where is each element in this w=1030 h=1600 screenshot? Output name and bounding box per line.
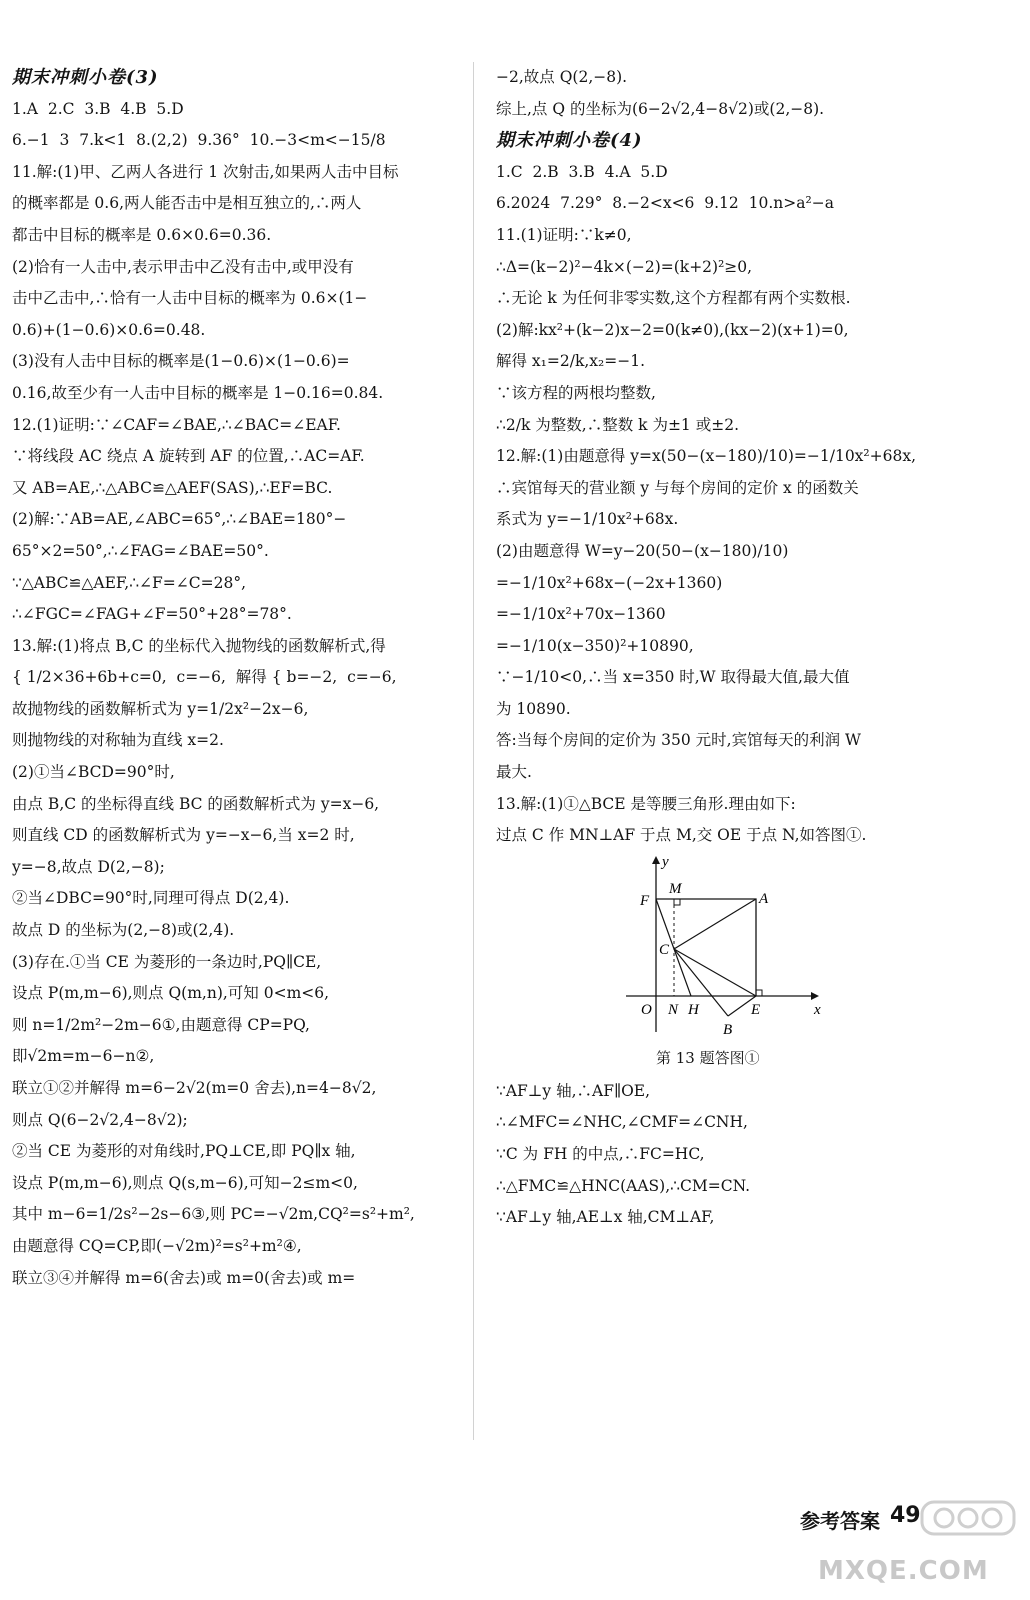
text-line: 综上,点 Q 的坐标为(6−2√2,4−8√2)或(2,−8). [496,99,825,118]
text-line: ∴∠MFC=∠NHC,∠CMF=∠CNH, [496,1113,748,1132]
text-line: ∵将线段 AC 绕点 A 旋转到 AF 的位置,∴AC=AF. [12,447,365,466]
x-axis-arrow [811,992,819,1000]
right-angle-m [674,899,680,905]
text-line: ∵△ABC≌△AEF,∴∠F=∠C=28°, [12,573,247,592]
text-line: 其中 m−6=1/2s²−2s−6③,则 PC=−√2m,CQ²=s²+m², [12,1205,415,1224]
text-line: 13.解:(1)将点 B,C 的坐标代入抛物线的函数解析式,得 [12,636,386,655]
text-line: ∴∠FGC=∠FAG+∠F=50°+28°=78°. [12,605,292,624]
text-line: =−1/10x²+68x−(−2x+1360) [496,573,723,592]
text-line: 则 n=1/2m²−2m−6①,由题意得 CP=PQ, [12,1015,310,1034]
label-m: M [669,880,682,897]
text-line: 由题意得 CQ=CP,即(−√2m)²=s²+m²④, [12,1236,302,1255]
text-line: 12.(1)证明:∵∠CAF=∠BAE,∴∠BAC=∠EAF. [12,415,341,434]
segment-ce [674,949,756,996]
text-line: (3)存在.①当 CE 为菱形的一条边时,PQ∥CE, [12,952,322,971]
section-heading-4: 期末冲刺小卷(4) [496,130,643,152]
y-axis-arrow [652,856,660,864]
text-line: 过点 C 作 MN⊥AF 于点 M,交 OE 于点 N,如答图①. [496,826,867,845]
right-column [496,62,946,1234]
text-line: ∴2/k 为整数,∴整数 k 为±1 或±2. [496,415,739,434]
text-line: 11.解:(1)甲、乙两人各进行 1 次射击,如果两人击中目标 [12,162,399,181]
text-line: ∴Δ=(k−2)²−4k×(−2)=(k+2)²≥0, [496,257,753,276]
page-number: 49 [890,1503,921,1528]
text-line: 则点 Q(6−2√2,4−8√2); [12,1110,188,1129]
text-line: =−1/10x²+70x−1360 [496,605,666,624]
text-line: 1.C 2.B 3.B 4.A 5.D [496,162,668,181]
text-line: (3)没有人击中目标的概率是(1−0.6)×(1−0.6)= [12,352,350,371]
label-e: E [751,1001,761,1018]
footer-label: 参考答案 [800,1509,880,1533]
column-divider [473,62,474,1440]
text-line: 最大. [496,763,532,782]
text-line: 则直线 CD 的函数解析式为 y=−x−6,当 x=2 时, [12,826,355,845]
segment-ca [674,899,756,949]
text-line: ∵AF⊥y 轴,∴AF∥OE, [496,1081,651,1100]
figure-caption: 第 13 题答图① [656,1048,760,1067]
label-n: N [668,1001,679,1018]
text-line: ∵−1/10<0,∴当 x=350 时,W 取得最大值,最大值 [496,668,850,687]
text-line: 则抛物线的对称轴为直线 x=2. [12,731,224,750]
text-line: 6.−1 3 7.k<1 8.(2,2) 9.36° 10.−3<m<−15/8 [12,131,386,150]
section-heading-3: 期末冲刺小卷(3) [12,67,159,88]
text-line: =−1/10(x−350)²+10890, [496,636,694,655]
text-line: 的概率都是 0.6,两人能否击中是相互独立的,∴两人 [12,194,362,213]
right-angle-e [756,990,762,996]
label-x: x [814,1001,821,1018]
text-line: ∴无论 k 为任何非零实数,这个方程都有两个实数根. [496,289,851,308]
text-line: y=−8,故点 D(2,−8); [12,857,165,876]
text-line: 都击中目标的概率是 0.6×0.6=0.36. [12,225,272,244]
label-h: H [688,1001,699,1018]
text-line: 故点 D 的坐标为(2,−8)或(2,4). [12,921,235,940]
text-line: ∵AF⊥y 轴,AE⊥x 轴,CM⊥AF, [496,1208,715,1227]
text-line: 解得 x₁=2/k,x₂=−1. [496,352,645,371]
text-line: (2)解:∵AB=AE,∠ABC=65°,∴∠BAE=180°− [12,510,347,529]
watermark-logo-icon [920,1498,1016,1538]
left-column [12,62,458,1294]
label-y: y [662,853,669,870]
figure-svg [616,854,826,1044]
text-line: 故抛物线的函数解析式为 y=1/2x²−2x−6, [12,699,309,718]
text-line: ∵该方程的两根均整数, [496,383,656,402]
text-line: −2,故点 Q(2,−8). [496,68,628,86]
label-c: C [659,941,670,958]
equation-system: { 1/2×36+6b+c=0, c=−6, 解得 { b=−2, c=−6, [12,668,397,687]
text-line: 设点 P(m,m−6),则点 Q(s,m−6),可知−2≤m<0, [12,1173,358,1192]
label-o: O [641,1001,652,1018]
text-line: 联立①②并解得 m=6−2√2(m=0 舍去),n=4−8√2, [12,1079,377,1097]
text-line: 又 AB=AE,∴△ABC≌△AEF(SAS),∴EF=BC. [12,478,333,497]
text-line: ②当 CE 为菱形的对角线时,PQ⊥CE,即 PQ∥x 轴, [12,1142,356,1161]
text-line: (2)①当∠BCD=90°时, [12,763,175,782]
rectangle-sides [656,899,756,996]
text-line: 65°×2=50°,∴∠FAG=∠BAE=50°. [12,541,269,560]
text-line: 6.2024 7.29° 8.−2<x<6 9.12 10.n>a²−a [496,194,834,213]
text-line: 答:当每个房间的定价为 350 元时,宾馆每天的利润 W [496,731,861,750]
text-line: 为 10890. [496,699,571,718]
text-line: 11.(1)证明:∵k≠0, [496,225,632,244]
text-line: (2)解:kx²+(k−2)x−2=0(k≠0),(kx−2)(x+1)=0, [496,320,849,339]
text-line: 0.16,故至少有一人击中目标的概率是 1−0.16=0.84. [12,383,384,402]
text-line: ②当∠DBC=90°时,同理可得点 D(2,4). [12,889,290,908]
text-line: 系式为 y=−1/10x²+68x. [496,510,679,529]
text-line: 0.6)+(1−0.6)×0.6=0.48. [12,320,206,339]
text-line: (2)恰有一人击中,表示甲击中乙没有击中,或甲没有 [12,257,354,276]
text-line: 1.A 2.C 3.B 4.B 5.D [12,99,184,118]
text-line: ∵C 为 FH 的中点,∴FC=HC, [496,1145,705,1164]
text-line: 12.解:(1)由题意得 y=x(50−(x−180)/10)=−1/10x²+68x, [496,447,917,466]
text-line: ∴宾馆每天的营业额 y 与每个房间的定价 x 的函数关 [496,478,859,497]
text-line: 即√2m=m−6−n②, [12,1047,155,1066]
label-a: A [759,890,769,907]
text-line: 设点 P(m,m−6),则点 Q(m,n),可知 0<m<6, [12,984,330,1003]
label-f: F [640,892,650,909]
text-line: 击中乙击中,∴恰有一人击中目标的概率为 0.6×(1− [12,289,368,308]
text-line: 13.解:(1)①△BCE 是等腰三角形.理由如下: [496,794,796,813]
text-line: 联立③④并解得 m=6(舍去)或 m=0(舍去)或 m= [12,1268,356,1287]
text-line: 由点 B,C 的坐标得直线 BC 的函数解析式为 y=x−6, [12,794,380,813]
segment-cb [674,949,728,1016]
text-line: ∴△FMC≌△HNC(AAS),∴CM=CN. [496,1176,751,1195]
geometry-figure [496,854,946,1044]
watermark-text: MXQE.COM [818,1556,989,1586]
label-b: B [723,1021,733,1038]
text-line: (2)由题意得 W=y−20(50−(x−180)/10) [496,541,789,560]
